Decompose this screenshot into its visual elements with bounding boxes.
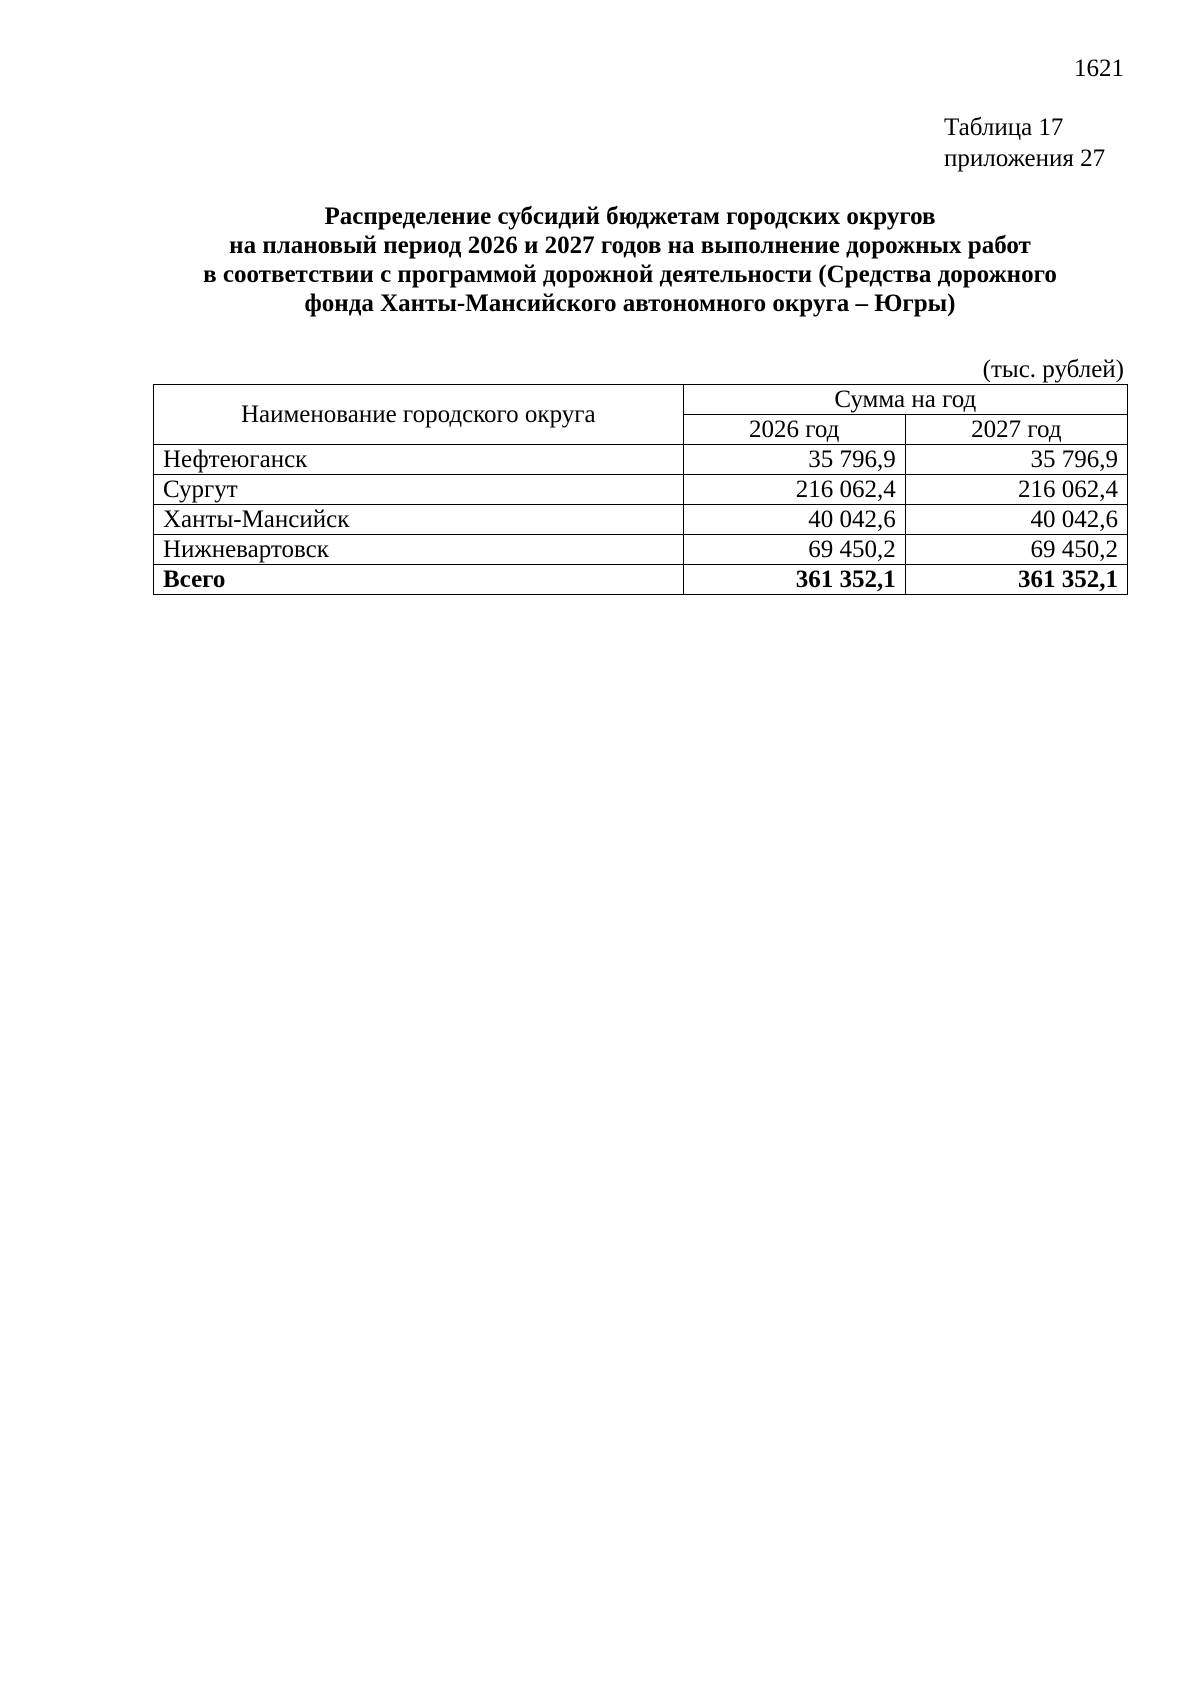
header-year-2026: 2026 год <box>683 415 905 445</box>
document-title <box>100 202 1160 318</box>
document-title-line: Распределение субсидий бюджетам городских округов <box>324 203 936 230</box>
document-title-line: фонда Ханты-Мансийского автономного округа – Югры) <box>304 290 956 317</box>
amount-2027-cell: 35 796,9 <box>905 445 1127 475</box>
total-row <box>154 565 1128 595</box>
document-title-line: в соответствии с программой дорожной деятельности (Средства дорожного <box>203 261 1057 288</box>
total-2026-cell: 361 352,1 <box>683 565 905 595</box>
district-name-cell: Нефтеюганск <box>154 445 684 475</box>
amount-2027-cell: 69 450,2 <box>905 535 1127 565</box>
amount-2026-cell: 40 042,6 <box>683 505 905 535</box>
table-row <box>154 505 1128 535</box>
amount-2026-cell: 35 796,9 <box>683 445 905 475</box>
document-title-line: на плановый период 2026 и 2027 годов на выполнение дорожных работ <box>229 232 1031 259</box>
table-row <box>154 535 1128 565</box>
units-label: (тыс. рублей) <box>982 356 1124 383</box>
table-reference-appendix: приложения 27 <box>944 145 1106 172</box>
header-year-2027: 2027 год <box>905 415 1127 445</box>
table-row <box>154 445 1128 475</box>
header-annual-sum: Сумма на год <box>683 385 1127 415</box>
amount-2027-cell: 40 042,6 <box>905 505 1127 535</box>
table-reference-number: Таблица 17 <box>944 114 1064 141</box>
total-2027-cell: 361 352,1 <box>905 565 1127 595</box>
table-row <box>154 475 1128 505</box>
total-label-cell: Всего <box>154 565 684 595</box>
subsidy-table <box>153 384 1128 595</box>
header-district-name: Наименование городского округа <box>154 385 684 445</box>
district-name-cell: Нижневартовск <box>154 535 684 565</box>
amount-2027-cell: 216 062,4 <box>905 475 1127 505</box>
table-header-row <box>154 385 1128 415</box>
district-name-cell: Сургут <box>154 475 684 505</box>
page-number: 1621 <box>1074 55 1124 82</box>
amount-2026-cell: 69 450,2 <box>683 535 905 565</box>
table-reference <box>944 112 1105 174</box>
district-name-cell: Ханты-Мансийск <box>154 505 684 535</box>
amount-2026-cell: 216 062,4 <box>683 475 905 505</box>
